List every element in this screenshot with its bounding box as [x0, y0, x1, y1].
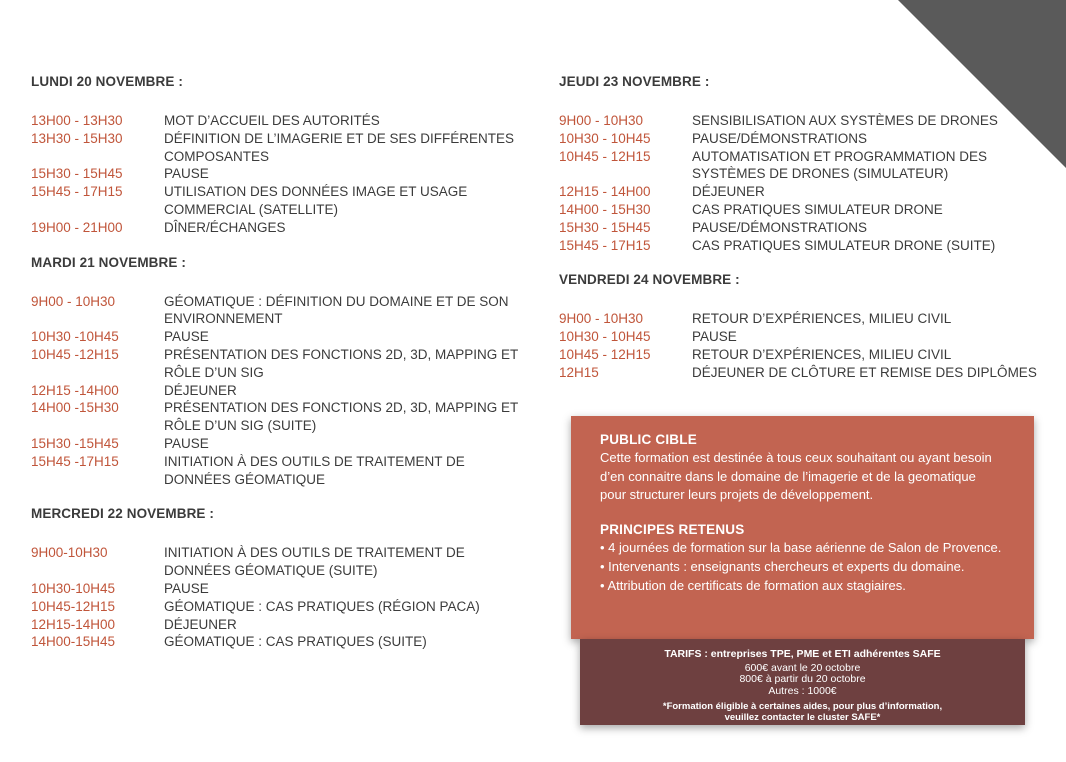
schedule-time: 12H15 - 14H00 — [559, 184, 651, 200]
day-title: MERCREDI 22 NOVEMBRE : — [31, 506, 214, 522]
schedule-activity: DÉJEUNER — [164, 382, 237, 398]
schedule-activity: GÉOMATIQUE : CAS PRATIQUES (RÉGION PACA) — [164, 598, 480, 614]
principe-item: • 4 journées de formation sur la base aérienne de Salon de Provence. — [600, 539, 1002, 555]
schedule-row — [31, 183, 531, 219]
schedule-activity: PAUSE — [692, 329, 737, 345]
schedule-activity: DÉJEUNER — [692, 184, 765, 200]
day-block — [31, 255, 531, 489]
schedule-time: 10H30 -10H45 — [31, 329, 119, 345]
schedule-activity: GÉOMATIQUE : DÉFINITION DU DOMAINE ET DE SON ENVIRONNEMENT — [164, 293, 509, 327]
schedule-activity: INITIATION À DES OUTILS DE TRAITEMENT DE DONNÉES GÉOMATIQUE (SUITE) — [164, 545, 465, 579]
schedule-row — [559, 364, 1059, 382]
schedule-time: 13H00 - 13H30 — [31, 113, 123, 128]
schedule-activity: CAS PRATIQUES SIMULATEUR DRONE (SUITE) — [692, 237, 996, 253]
schedule-activity: MOT D’ACCUEIL DES AUTORITÉS — [164, 113, 380, 128]
schedule-row — [31, 580, 531, 598]
schedule-time: 10H30-10H45 — [31, 580, 116, 596]
day-block — [31, 74, 531, 237]
schedule-row — [31, 598, 531, 616]
day-block — [559, 74, 1059, 254]
schedule-row — [559, 148, 1059, 184]
schedule-time: 15H45 - 17H15 — [559, 237, 651, 253]
day-block — [31, 506, 531, 651]
schedule-row — [31, 165, 531, 183]
tarifs-box — [580, 639, 1025, 725]
tarifs-note: *Formation éligible à certaines aides, pour plus d’information, — [662, 701, 943, 712]
schedule-time: 14H00-15H45 — [31, 634, 116, 650]
schedule-time: 9H00 - 10H30 — [559, 311, 644, 327]
schedule-row — [559, 237, 1059, 255]
schedule-row — [31, 616, 531, 634]
schedule-activity: DÉFINITION DE L’IMAGERIE ET DE SES DIFFÉRENTES COMPOSANTES — [164, 130, 515, 164]
schedule-right-column — [559, 74, 1059, 400]
schedule-time: 10H45 -12H15 — [31, 346, 119, 362]
day-title: VENDREDI 24 NOVEMBRE : — [559, 272, 740, 288]
schedule-row — [559, 328, 1059, 346]
schedule-row — [31, 633, 531, 651]
schedule-time: 15H30 -15H45 — [31, 435, 119, 451]
schedule-activity: PRÉSENTATION DES FONCTIONS 2D, 3D, MAPPING ET RÔLE D’UN SIG (SUITE) — [164, 400, 519, 434]
schedule-row — [31, 453, 531, 489]
public-cible-box — [571, 416, 1034, 639]
schedule-activity: RETOUR D’EXPÉRIENCES, MILIEU CIVIL — [692, 346, 952, 362]
schedule-time: 14H00 - 15H30 — [559, 201, 651, 217]
schedule-time: 10H30 - 10H45 — [559, 329, 651, 345]
schedule-row — [31, 112, 531, 130]
day-block — [559, 272, 1059, 381]
schedule-row — [31, 130, 531, 166]
schedule-row — [31, 544, 531, 580]
tarif-line: 800€ à partir du 20 octobre — [739, 673, 866, 685]
schedule-activity: DÉJEUNER DE CLÔTURE ET REMISE DES DIPLÔMES — [692, 364, 1037, 380]
principes-list — [600, 540, 1010, 594]
schedule-time: 9H00 - 10H30 — [559, 113, 644, 128]
schedule-activity: RETOUR D’EXPÉRIENCES, MILIEU CIVIL — [692, 311, 952, 327]
schedule-row — [559, 201, 1059, 219]
schedule-activity: PAUSE — [164, 580, 209, 596]
schedule-row — [559, 219, 1059, 237]
schedule-time: 10H30 - 10H45 — [559, 130, 651, 146]
tarifs-title: TARIFS : entreprises TPE, PME et ETI adhérentes SAFE — [664, 648, 941, 660]
principes-title: PRINCIPES RETENUS — [600, 521, 745, 537]
schedule-row — [31, 346, 531, 382]
schedule-time: 15H45 - 17H15 — [31, 184, 123, 200]
schedule-time: 13H30 - 15H30 — [31, 130, 123, 146]
schedule-time: 12H15 -14H00 — [31, 382, 119, 398]
schedule-row — [31, 293, 531, 329]
schedule-activity: GÉOMATIQUE : CAS PRATIQUES (SUITE) — [164, 634, 427, 650]
schedule-row — [559, 112, 1059, 130]
schedule-row — [31, 382, 531, 400]
schedule-row — [31, 399, 531, 435]
tarif-line: 600€ avant le 20 octobre — [744, 661, 861, 674]
schedule-activity: DÎNER/ÉCHANGES — [164, 219, 286, 235]
schedule-time: 10H45 - 12H15 — [559, 346, 651, 362]
schedule-activity: CAS PRATIQUES SIMULATEUR DRONE — [692, 201, 943, 217]
schedule-time: 14H00 -15H30 — [31, 400, 119, 416]
schedule-time: 15H30 - 15H45 — [31, 166, 123, 182]
tarif-line: Autres : 1000€ — [768, 684, 837, 697]
schedule-row — [31, 328, 531, 346]
schedule-activity: PAUSE — [164, 166, 209, 182]
public-cible-title: PUBLIC CIBLE — [600, 432, 697, 447]
schedule-time: 19H00 - 21H00 — [31, 219, 123, 235]
schedule-row — [559, 310, 1059, 328]
public-cible-text: Cette formation est destinée à tous ceux souhaitant ou ayant besoin d’en connaitre dans le domaine de l’imagerie et de la geomatique pour structurer leurs projets de développement. — [600, 450, 992, 502]
tarifs-note: veuillez contacter le cluster SAFE* — [724, 711, 881, 723]
schedule-time: 9H00 - 10H30 — [31, 293, 116, 309]
schedule-time: 10H45 - 12H15 — [559, 148, 651, 164]
schedule-time: 10H45-12H15 — [31, 598, 116, 614]
schedule-activity: PAUSE — [164, 435, 209, 451]
schedule-activity: PAUSE — [164, 329, 209, 345]
schedule-activity: SENSIBILISATION AUX SYSTÈMES DE DRONES — [692, 113, 998, 128]
schedule-activity: PAUSE/DÉMONSTRATIONS — [692, 219, 868, 235]
schedule-activity: UTILISATION DES DONNÉES IMAGE ET USAGE COMMERCIAL (SATELLITE) — [164, 184, 468, 217]
schedule-time: 15H45 -17H15 — [31, 453, 119, 469]
schedule-activity: PRÉSENTATION DES FONCTIONS 2D, 3D, MAPPING ET RÔLE D’UN SIG — [164, 346, 519, 380]
schedule-time: 12H15 — [559, 364, 599, 380]
schedule-activity: PAUSE/DÉMONSTRATIONS — [692, 130, 868, 146]
schedule-time: 9H00-10H30 — [31, 545, 108, 561]
principe-item: • Attribution de certificats de formation aux stagiaires. — [600, 577, 906, 593]
schedule-activity: AUTOMATISATION ET PROGRAMMATION DES SYSTÈMES DE DRONES (SIMULATEUR) — [692, 148, 988, 182]
schedule-left-column — [31, 74, 531, 669]
schedule-time: 12H15-14H00 — [31, 616, 116, 632]
day-title: MARDI 21 NOVEMBRE : — [31, 254, 186, 270]
schedule-row — [559, 130, 1059, 148]
principe-item: • Intervenants : enseignants chercheurs et experts du domaine. — [600, 558, 965, 574]
schedule-row — [559, 183, 1059, 201]
schedule-row — [31, 435, 531, 453]
schedule-time: 15H30 - 15H45 — [559, 219, 651, 235]
day-title: LUNDI 20 NOVEMBRE : — [31, 74, 183, 89]
schedule-activity: DÉJEUNER — [164, 616, 237, 632]
schedule-row — [559, 346, 1059, 364]
schedule-row — [31, 219, 531, 237]
day-title: JEUDI 23 NOVEMBRE : — [559, 74, 710, 89]
schedule-activity: INITIATION À DES OUTILS DE TRAITEMENT DE DONNÉES GÉOMATIQUE — [164, 453, 465, 487]
